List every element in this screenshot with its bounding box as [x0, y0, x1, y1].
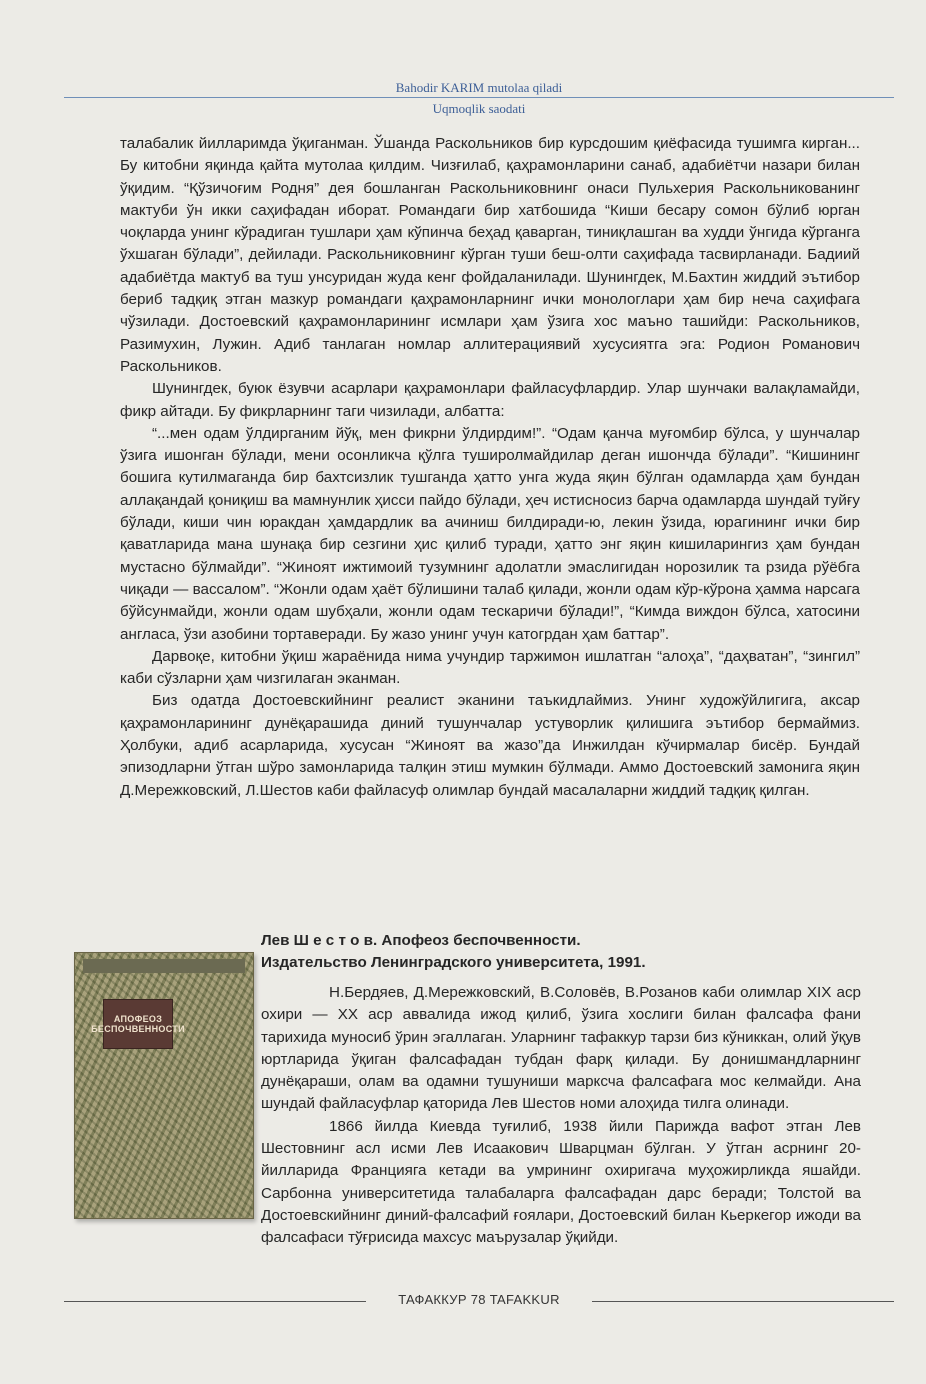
- book-title-line-1: Лев Ш е с т о в. Апофеоз беспочвенности.: [261, 932, 581, 949]
- book-cover-title-1: АПОФЕОЗ: [113, 1014, 163, 1024]
- article-body: [120, 133, 860, 802]
- book-title: [261, 930, 861, 975]
- book-cover-title-2: БЕСПОЧВЕННОСТИ: [91, 1024, 185, 1034]
- book-description: [261, 982, 861, 1250]
- paragraph-2: Шунингдек, буюк ёзувчи асарлари қаҳрамонлари файласуфлардир. Улар шунчаки валақламайди, фикр айтади. Бу фикрларнинг таги чизилади, албатта:: [120, 380, 860, 420]
- running-header: [64, 76, 894, 124]
- footer-page-number: ТАФАККУР 78 TAFAKKUR: [398, 1292, 560, 1307]
- book-title-line-2: Издательство Ленинградского университета, 1991.: [261, 954, 646, 972]
- book-review: [72, 932, 867, 1278]
- book-paragraph-2: 1866 йилда Киевда туғилиб, 1938 йили Парижда вафот этган Лев Шестовнинг асл исми Лев Исаакович Шварцман бўлган. У ўтган асрнинг 20-йилларида Францияга кетади ва умрининг охиригача муҳожирликда яшайди. Сарбонна университетида талабаларга фалсафадан дарс беради; Толстой ва Достоевскийнинг диний-фалсафий ғоялари, Достоевский билан Кьеркегор ижоди ва фалсафаси тўғрисида махсус маърузалар ўқийди.: [261, 1117, 861, 1247]
- paragraph-1: талабалик йилларимда ўқиганман. Ўшанда Раскольников бир курсдошим қиёфасида тушимга кирган... Бу китобни яқинда қайта мутолаа қилдим. Чизғилаб, қаҳрамонларини санаб, адабиётчи назари билан ўқидим. “Қўзичоғим Родня” дея бошланган Раскольниковнинг онаси Пульхерия Раскольникованинг мактуби ўн икки саҳифадан иборат. Романдаги бир хатбошида “Киши бесару сомон бўлиб юрган чоқларда унинг кўрадиган тушлари ҳам кўпинча беҳад қаварган, тиниқлашган ва худди ўнгида кўрганга ўхшаган бўлади”, дейилади. Раскольниковнинг кўрган туши беш-олти саҳифада тасвирланади. Бадиий адабиётда мактуб ва туш унсуридан жуда кенг фойдаланилади. Шунингдек, М.Бахтин жиддий эътибор бериб тадқиқ этган мазкур романдаги қаҳрамонларнинг ички монологлари ҳам бир неча саҳифага чўзилади. Достоевский қаҳрамонларининг исмлари ҳам ўзига хос маъно ташийди: Раскольников, Разимухин, Лужин. Адиб танлаган номлар аллитерациявий хусусиятга эга: Родион Романович Раскольников.: [120, 135, 860, 375]
- book-paragraph-1: Н.Бердяев, Д.Мережковский, В.Соловёв, В.Розанов каби олимлар XIX аср охири — XX аср аввалида ижод қилиб, ўзига хослиги билан фалсафа фани тарихида муносиб ўрин эгаллаган. Уларнинг тафаккур тарзи биз кўниккан, олий ўқув юртларида ўқиган фалсафадан тубдан фарқ қилади. Бу донишмандларнинг дунёқараши, олам ва одамни тушуниши марксча фалсафага мос келмайди. Ана шундай файласуфлар қаторида Лев Шестов номи алоҳида тилга олинади.: [261, 984, 861, 1113]
- page-footer: [64, 1290, 894, 1310]
- paragraph-quotes: “...мен одам ўлдирганим йўқ, мен фикрни ўлдирдим!”. “Одам қанча муғомбир бўлса, у шунчалар ўзига ишонган бўлади, мени осонликча қўлга туширолмайдилар деган ишончда бўлади”. “Кишининг бошига кутилмаганда бир бахтсизлик тушганда ҳатто унга жуда яқин бўлган одамларда ҳам бундан аллақандай қониқиш ва мамнунлик ҳисси пайдо бўлади, ҳеч истисносиз барча одамларда шундай туйғу бўлади, киши чин юракдан ҳамдардлик ва ачиниш билдиради-ю, лекин ўзида, юрагининг ички бир қаватларида мана шунақа бир сезгини ҳис қилиб туради, ҳатто энг яқин кишиларингиз ҳам бундан мустасно бўлмайди”. “Жиноят ижтимоий тузумнинг адолатли эмаслигидан норозилик та рзида рўёбга чиқади — вассалом”. “Жонли одам ҳаёт бўлишини талаб қилади, жонли одам кўр-кўрона ҳамма нарсага бўйсунмайди, жонли одам шубҳали, жонли одам тескаричи бўлади!”, “Кимда виждон бўлса, хатосини англаса, ўзи азобини тортаверади. Бу жазо унинг учун катогрдан ҳам баттар”.: [120, 424, 860, 643]
- book-cover-image: [74, 952, 254, 1219]
- book-cover-band: [83, 959, 245, 973]
- paragraph-5: Биз одатда Достоевскийнинг реалист эканини таъкидлаймиз. Унинг художўйлигига, аксар қаҳрамонларининг дунёқарашида диний тушунчалар устуворлик қилишига эътибор бермаймиз. Ҳолбуки, адиб асарларида, хусусан “Жиноят ва жазо”да Инжилдан кўчирмалар бисёр. Бундай эпизодларни ўтган шўро замонларида талқин этиш мумкин бўлмади. Аммо Достоевский замонига яқин Д.Мережковский, Л.Шестов каби файласуф олимлар бундай масалаларни жиддий тадқиқ қилган.: [120, 692, 860, 799]
- paragraph-4: Дарвоқе, китобни ўқиш жараёнида нима учундир таржимон ишлатган “алоҳа”, “даҳватан”, “зингил” каби сўзларни ҳам чизгилаган эканман.: [120, 647, 860, 688]
- header-author-line: Bahodir KARIM mutolaa qiladi: [395, 80, 563, 95]
- footer-rule-right: [592, 1301, 894, 1302]
- header-rule: [64, 97, 894, 98]
- header-subtitle: Uqmoqlik saodati: [432, 101, 526, 116]
- book-cover-label: [91, 999, 185, 1049]
